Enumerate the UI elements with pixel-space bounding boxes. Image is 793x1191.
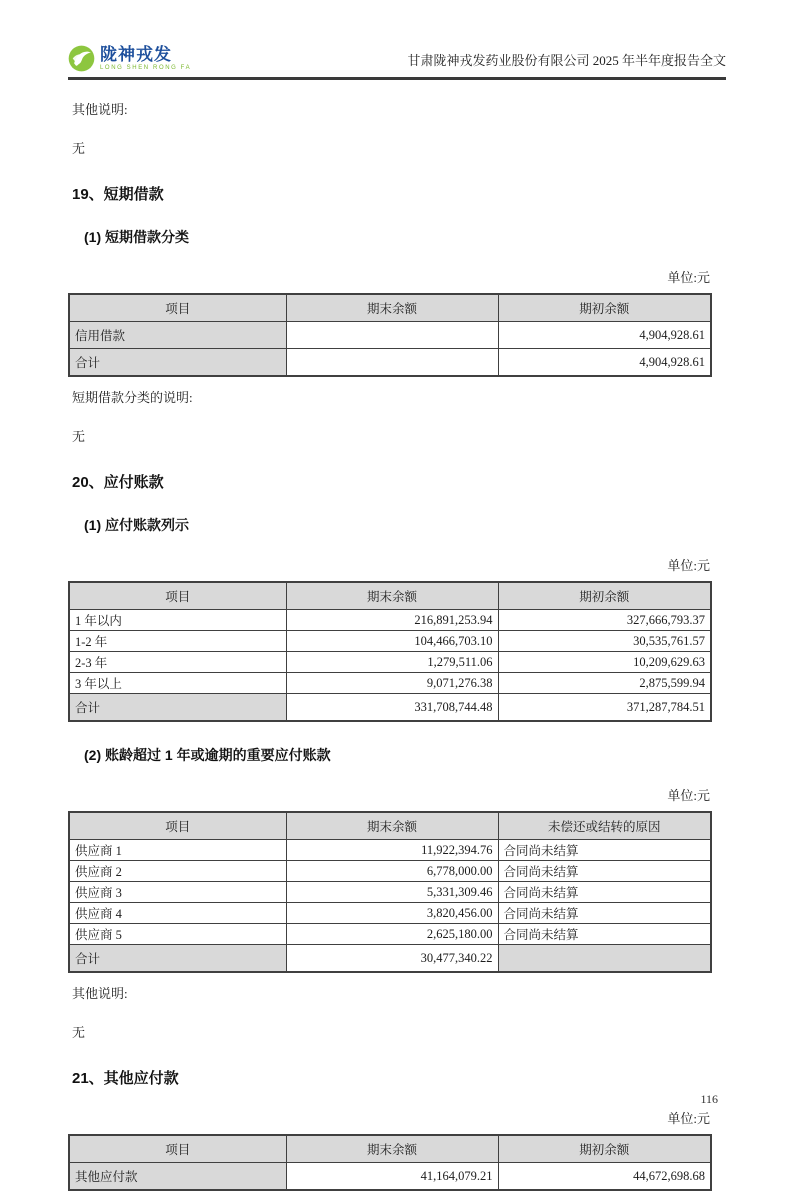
table-total-row xyxy=(69,694,711,722)
table-row xyxy=(69,1163,711,1191)
unit-label-3: 单位:元 xyxy=(667,788,710,803)
cell-ending: 6,778,000.00 xyxy=(286,861,498,882)
short-term-note-value: 无 xyxy=(72,429,86,444)
cell-item: 信用借款 xyxy=(69,322,286,349)
cell-item: 合计 xyxy=(69,694,286,722)
section-20-1-heading: (1) 应付账款列示 xyxy=(84,517,189,533)
overdue-payables-table xyxy=(68,811,712,973)
cell-item: 1 年以内 xyxy=(69,610,286,631)
table-header-row xyxy=(69,582,711,610)
logo-bird-icon xyxy=(68,45,95,72)
cell-ending xyxy=(286,322,498,349)
cell-item: 供应商 5 xyxy=(69,924,286,945)
table-header-row xyxy=(69,294,711,322)
col-header-ending: 期末余额 xyxy=(286,294,498,322)
col-header-item: 项目 xyxy=(69,812,286,840)
cell-reason xyxy=(498,945,711,973)
section-20-2-heading: (2) 账龄超过 1 年或逾期的重要应付账款 xyxy=(84,747,331,763)
col-header-ending: 期末余额 xyxy=(286,582,498,610)
cell-item: 其他应付款 xyxy=(69,1163,286,1191)
page-content xyxy=(68,99,710,1191)
table-header-row xyxy=(69,812,711,840)
cell-item: 合计 xyxy=(69,349,286,377)
cell-item: 供应商 3 xyxy=(69,882,286,903)
other-note-value-2: 无 xyxy=(72,1025,86,1040)
unit-label-1: 单位:元 xyxy=(667,270,710,285)
other-payables-table xyxy=(68,1134,712,1191)
cell-item: 供应商 4 xyxy=(69,903,286,924)
col-header-item: 项目 xyxy=(69,294,286,322)
cell-ending: 41,164,079.21 xyxy=(286,1163,498,1191)
table-row xyxy=(69,861,711,882)
table-row xyxy=(69,652,711,673)
cell-beginning: 327,666,793.37 xyxy=(498,610,711,631)
col-header-ending: 期末余额 xyxy=(286,812,498,840)
cell-item: 合计 xyxy=(69,945,286,973)
col-header-item: 项目 xyxy=(69,1135,286,1163)
report-page xyxy=(0,45,793,1184)
section-19-heading: 19、短期借款 xyxy=(72,186,164,203)
section-19-1-heading: (1) 短期借款分类 xyxy=(84,229,189,245)
cell-beginning: 44,672,698.68 xyxy=(498,1163,711,1191)
cell-reason: 合同尚未结算 xyxy=(498,861,711,882)
col-header-reason: 未偿还或结转的原因 xyxy=(498,812,711,840)
cell-reason: 合同尚未结算 xyxy=(498,882,711,903)
logo-text xyxy=(100,46,191,71)
cell-item: 供应商 1 xyxy=(69,840,286,861)
col-header-ending: 期末余额 xyxy=(286,1135,498,1163)
cell-ending: 5,331,309.46 xyxy=(286,882,498,903)
col-header-beginning: 期初余额 xyxy=(498,294,711,322)
accounts-payable-table xyxy=(68,581,712,722)
cell-ending: 331,708,744.48 xyxy=(286,694,498,722)
cell-ending: 30,477,340.22 xyxy=(286,945,498,973)
col-header-beginning: 期初余额 xyxy=(498,582,711,610)
cell-item: 3 年以上 xyxy=(69,673,286,694)
other-note-value: 无 xyxy=(72,141,86,156)
table-total-row xyxy=(69,349,711,377)
cell-reason: 合同尚未结算 xyxy=(498,924,711,945)
brand-name-en: LONG SHEN RONG FA xyxy=(100,65,192,71)
document-title: 甘肃陇神戎发药业股份有限公司 2025 年半年度报告全文 xyxy=(407,53,726,68)
table-row xyxy=(69,882,711,903)
cell-beginning: 2,875,599.94 xyxy=(498,673,711,694)
page-number: 116 xyxy=(700,1092,718,1106)
cell-ending: 104,466,703.10 xyxy=(286,631,498,652)
brand-name-cn: 陇神戎发 xyxy=(100,45,172,64)
cell-ending: 11,922,394.76 xyxy=(286,840,498,861)
cell-ending: 216,891,253.94 xyxy=(286,610,498,631)
cell-item: 1-2 年 xyxy=(69,631,286,652)
cell-item: 2-3 年 xyxy=(69,652,286,673)
cell-item: 供应商 2 xyxy=(69,861,286,882)
company-logo xyxy=(68,45,191,72)
table-total-row xyxy=(69,945,711,973)
cell-beginning: 4,904,928.61 xyxy=(498,322,711,349)
col-header-item: 项目 xyxy=(69,582,286,610)
table-header-row xyxy=(69,1135,711,1163)
table-row xyxy=(69,673,711,694)
table-row xyxy=(69,903,711,924)
cell-beginning: 30,535,761.57 xyxy=(498,631,711,652)
cell-ending: 2,625,180.00 xyxy=(286,924,498,945)
cell-ending: 1,279,511.06 xyxy=(286,652,498,673)
table-row xyxy=(69,840,711,861)
cell-reason: 合同尚未结算 xyxy=(498,840,711,861)
col-header-beginning: 期初余额 xyxy=(498,1135,711,1163)
other-note-label: 其他说明: xyxy=(72,102,128,117)
section-21-heading: 21、其他应付款 xyxy=(72,1070,179,1087)
short-term-note-label: 短期借款分类的说明: xyxy=(72,390,193,405)
cell-beginning: 4,904,928.61 xyxy=(498,349,711,377)
table-row xyxy=(69,631,711,652)
cell-ending: 3,820,456.00 xyxy=(286,903,498,924)
unit-label-2: 单位:元 xyxy=(667,558,710,573)
unit-label-4: 单位:元 xyxy=(667,1111,710,1126)
table-row xyxy=(69,610,711,631)
section-20-heading: 20、应付账款 xyxy=(72,474,164,491)
table-row xyxy=(69,924,711,945)
page-header xyxy=(68,45,726,80)
cell-ending xyxy=(286,349,498,377)
cell-reason: 合同尚未结算 xyxy=(498,903,711,924)
cell-beginning: 371,287,784.51 xyxy=(498,694,711,722)
cell-beginning: 10,209,629.63 xyxy=(498,652,711,673)
cell-ending: 9,071,276.38 xyxy=(286,673,498,694)
other-note-label-2: 其他说明: xyxy=(72,986,128,1001)
table-row xyxy=(69,322,711,349)
short-term-loans-table xyxy=(68,293,712,377)
